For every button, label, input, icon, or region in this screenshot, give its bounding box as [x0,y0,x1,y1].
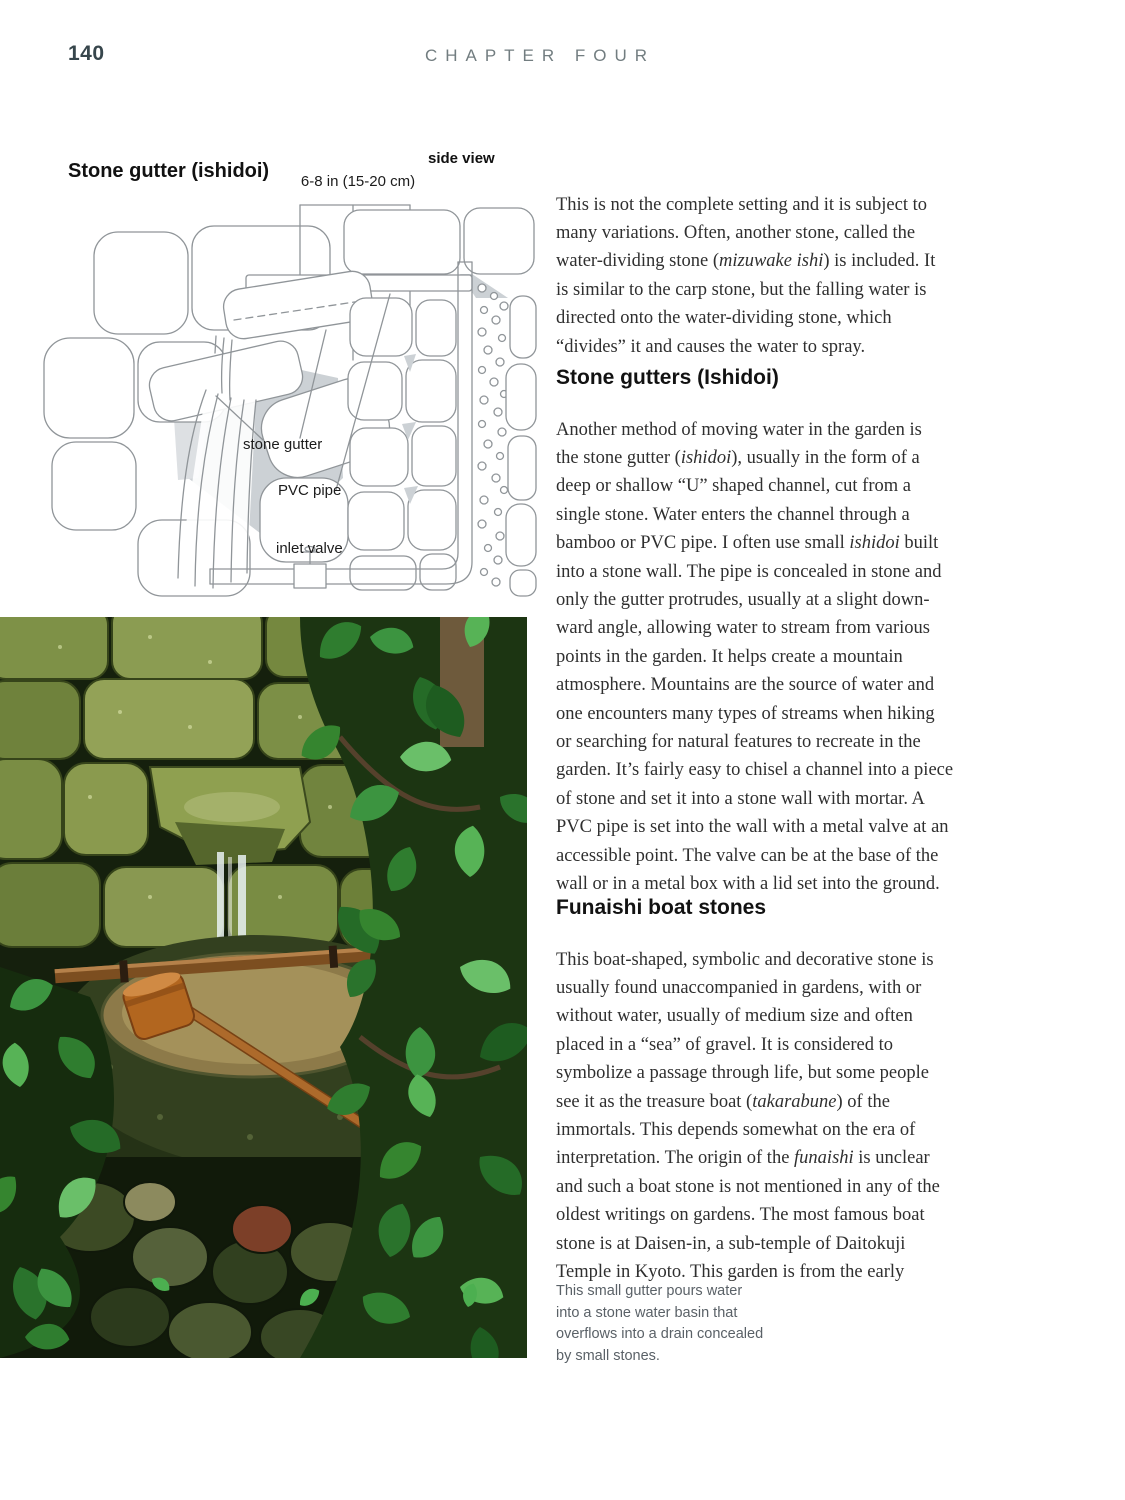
paragraph-intro: This is not the complete setting and it is subject to many variations. Often, another stone, called the water-dividing stone (mizuwake ishi) is included. It is similar to the carp stone, but the falling water is directed onto the water-dividing stone, which “divides” it and causes the water to spray. [556,194,936,357]
diagram-label-pvc-pipe: PVC pipe [278,482,342,499]
heading-funaishi: Funaishi boat stones [556,896,767,919]
diagram-label-inlet-valve: inlet valve [276,540,343,557]
photo-caption: This small gutter pours water into a stone water basin that overflows into a drain concealed by small stones. [556,1283,764,1364]
heading-stone-gutters: Stone gutters (Ishidoi) [556,366,779,389]
garden-photo-art [0,617,527,1358]
paragraph-funaishi: This boat-shaped, symbolic and decorative stone is usually found unaccompanied in gardens, with or without water, usually of medium size and often placed in a “sea” of gravel. It is considered to symbolize a passage through life, but some people see it as the treasure boat (takarabune) of the immortals. This depends somewhat on the era of interpretation. The origin of the funaishi is unclear and such a boat stone is not mentioned in any of the oldest writings on gardens. The most famous boat stone is at Daisen-in, a sub-temple of Daitokuji Temple in Kyoto. This garden is from the early [556,949,940,1282]
garden-photo [0,617,527,1358]
page-number: 140 [68,42,105,65]
diagram-dimension-label: 6-8 in (15-20 cm) [300,173,416,190]
diagram-label-stone-gutter: stone gutter [243,436,323,453]
paragraph-stone-gutters: Another method of moving water in the garden is the stone gutter (ishidoi), usually in the form of a deep or shallow “U” shaped channel, cut from a single stone. Water enters the channel through a bamboo or PVC pipe. I often use small ishidoi built into a stone wall. The pipe is concealed in stone and only the gutter protrudes, usually at a slight down- ward angle, allowing water to stream from various points in the garden. It helps create a mountain atmosphere. Mountains are the source of water and one encounters many types of streams when hiking or searching for natural features to recreate in the garden. It’s fairly easy to chisel a channel into a piece of stone and set it into a stone wall with mortar. A PVC pipe is set into the wall with a metal valve at an accessible point. The valve can be at the base of the wall or in a metal box with a lid set into the ground. [556,419,954,894]
diagram-side-view-label: side view [428,150,495,167]
diagram-title: Stone gutter (ishidoi) [68,160,270,182]
stone-gutter-diagram [38,148,558,618]
chapter-header: CHAPTER FOUR [424,46,656,65]
